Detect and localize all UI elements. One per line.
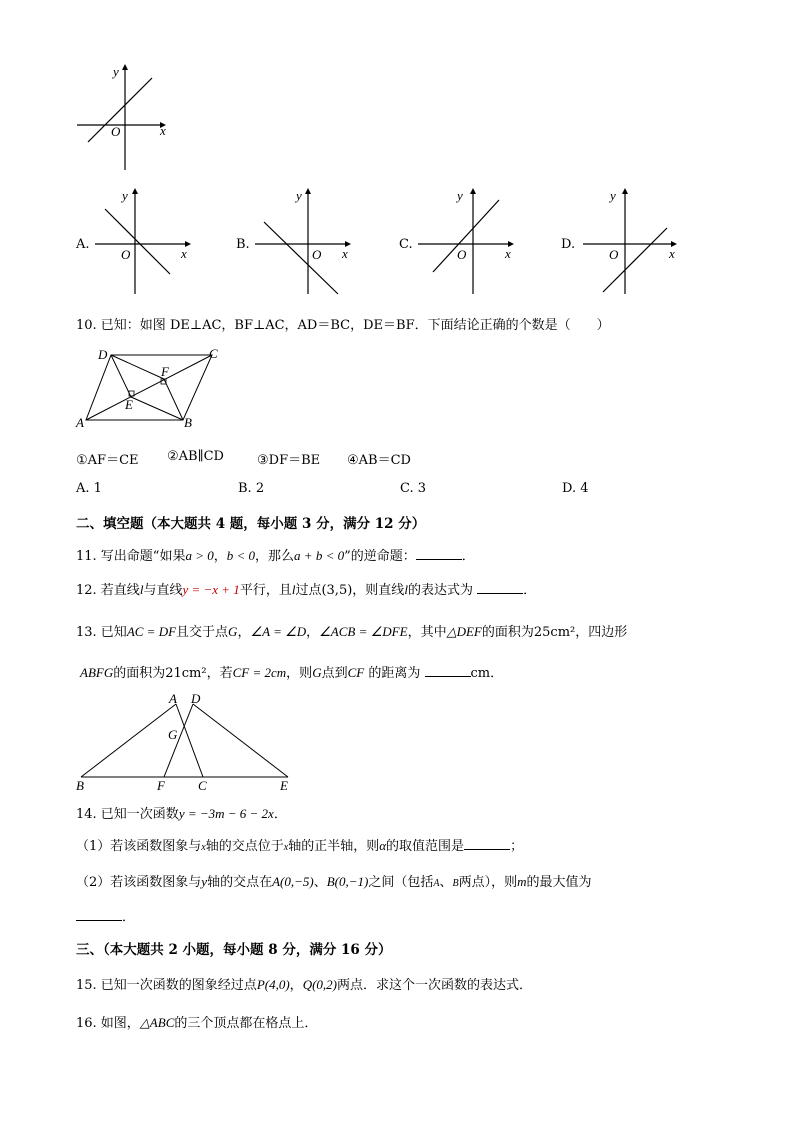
q10-point-b: B	[184, 415, 192, 430]
q13-point-f: F	[157, 778, 165, 793]
q10-statement-1: ①AF＝CE	[76, 453, 139, 468]
q10-stem: 10. 已知：如图 DE⊥AC，BF⊥AC，AD＝BC，DE＝BF．下面结论正确的个数是（ ）	[76, 318, 610, 333]
given-graph	[72, 62, 172, 172]
q14-part-2-answer: ．	[76, 906, 135, 925]
option-b-label: B.	[236, 237, 250, 252]
section-2-heading: 二、填空题（本大题共 4 题，每小题 3 分，满分 12 分）	[76, 516, 426, 532]
q10-figure	[76, 345, 236, 435]
q16-line: 16. 如图，△ABC的三个顶点都在格点上．	[76, 1015, 318, 1031]
q13-point-b: B	[76, 778, 84, 793]
q13-point-a: A	[169, 691, 177, 706]
option-a-origin-label: O	[121, 247, 131, 262]
option-c-graph	[413, 186, 523, 296]
option-b-y-label: y	[296, 188, 302, 203]
q14-part-1: （1）若该函数图象与x轴的交点位于x轴的正半轴，则α的取值范围是 ；	[76, 838, 524, 854]
option-d-origin-label: O	[609, 247, 619, 262]
q12-line: 12. 若直线l与直线y = −x + 1平行，且l过点(3,5)，则直线l的表达式为 ．	[76, 582, 537, 598]
section-3-heading: 三、（本大题共 2 小题，每小题 8 分，满分 16 分）	[76, 942, 392, 958]
q14-stem: 14. 已知一次函数y = −3m − 6 − 2x．	[76, 806, 287, 822]
option-c-y-label: y	[457, 188, 463, 203]
q12-answer-blank[interactable]	[477, 582, 523, 594]
q13-line-1: 13. 已知AC = DF且交于点G，∠A = ∠D，∠ACB = ∠DFE，其中△DEF的面积为25cm²，四边形	[76, 624, 628, 640]
option-a-graph	[90, 186, 200, 296]
option-a-label: A.	[76, 237, 90, 252]
q10-statement-4: ④AB＝CD	[347, 453, 411, 468]
option-b-x-label: x	[342, 246, 348, 261]
q13-point-d: D	[191, 691, 201, 706]
q13-answer-blank[interactable]	[425, 665, 471, 677]
q10-statement-3: ③DF＝BE	[257, 453, 321, 468]
option-c-x-label: x	[505, 246, 511, 261]
option-a-x-label: x	[181, 246, 187, 261]
q15-line: 15. 已知一次函数的图象经过点P(4,0)，Q(0,2)两点．求这个一次函数的表达式．	[76, 977, 532, 993]
q10-choice-d: D. 4	[562, 481, 589, 496]
q10-point-c: C	[209, 346, 218, 361]
q11-answer-blank[interactable]	[416, 548, 462, 560]
option-d-y-label: y	[610, 188, 616, 203]
q14-part-2: （2）若该函数图象与y轴的交点在A(0,−5)、B(0,−1)之间（包括A、B两点），则m的最大值为	[76, 874, 592, 890]
option-c-origin-label: O	[457, 247, 467, 262]
q10-choice-a: A. 1	[76, 481, 102, 496]
q10-point-e: E	[125, 397, 133, 412]
option-a-y-label: y	[122, 188, 128, 203]
q10-point-f: F	[161, 364, 169, 379]
q10-statement-2: ②AB∥CD	[167, 449, 224, 464]
q10-choice-b: B. 2	[238, 481, 265, 496]
given-x-label: x	[160, 123, 166, 138]
option-b-origin-label: O	[312, 247, 322, 262]
q10-point-a: A	[76, 415, 84, 430]
option-d-x-label: x	[669, 246, 675, 261]
q13-point-e: E	[280, 778, 288, 793]
q13-point-c: C	[198, 778, 207, 793]
given-y-label: y	[113, 64, 119, 79]
option-c-label: C.	[399, 237, 413, 252]
given-origin-label: O	[111, 124, 121, 139]
q14-part1-blank[interactable]	[464, 838, 510, 850]
q13-figure	[76, 692, 316, 792]
option-b-graph	[250, 186, 360, 296]
q13-line-2: ABFG的面积为21cm²，若CF = 2cm，则G点到CF 的距离为 cm．	[80, 665, 504, 681]
q14-part2-blank[interactable]	[76, 909, 122, 921]
q10-choice-c: C. 3	[400, 481, 427, 496]
q11-line: 11. 写出命题“如果a > 0，b < 0，那么a + b < 0”的逆命题： ．	[76, 548, 475, 564]
q10-point-d: D	[98, 347, 108, 362]
q13-point-g: G	[168, 727, 178, 742]
option-d-label: D.	[561, 237, 576, 252]
option-d-graph	[575, 186, 685, 296]
